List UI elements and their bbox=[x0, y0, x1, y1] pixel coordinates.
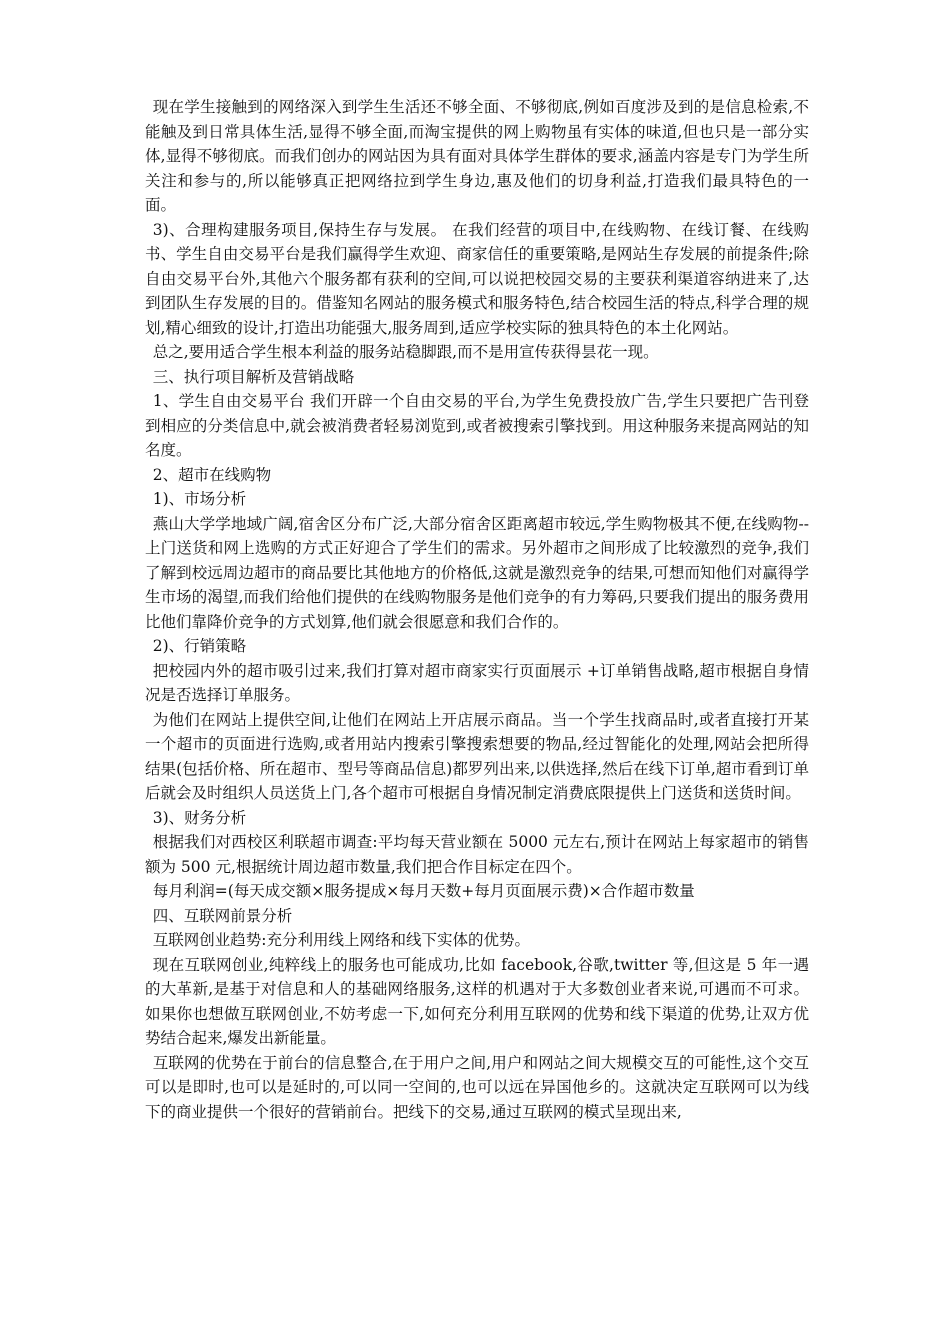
paragraph-attract-supermarkets: 把校园内外的超市吸引过来,我们打算对超市商家实行页面展示 +订单销售战略,超市根据自身情况是否选择订单服务。 bbox=[145, 661, 809, 704]
document-body bbox=[145, 95, 809, 1124]
paragraph-startup-trend: 互联网创业趋势:充分利用线上网络和线下实体的优势。 bbox=[152, 931, 530, 949]
paragraph-online-store-space: 为他们在网站上提供空间,让他们在网站上开店展示商品。当一个学生找商品时,或者直接打开某一个超市的页面进行选购,或者用站内搜索引擎搜索想要的物品,经过智能化的处理,网站会把所得结果(包括价格、所在超市、型号等商品信息)都罗列出来,以供选择,然后在线下订单,超市看到订单后就会及时组织人员送货上门,各个超市可根据自身情况制定消费底限提供上门送货和送货时间。 bbox=[145, 710, 809, 802]
section-heading-execution: 三、执行项目解析及营销战略 bbox=[152, 367, 355, 386]
paragraph-internet-advantages: 互联网的优势在于前台的信息整合,在于用户之间,用户和网站之间大规模交互的可能性,这个交互可以是即时,也可以是延时的,可以同一空间的,也可以远在异国他乡的。这就决定互联网可以为线下的商业提供一个很好的营销前台。把线下的交易,通过互联网的模式呈现出来, bbox=[145, 1053, 809, 1121]
subheading-supermarket-shopping: 2、超市在线购物 bbox=[152, 465, 272, 484]
paragraph-internet-startup: 现在互联网创业,纯粹线上的服务也可能成功,比如 facebook,谷歌,twitter 等,但这是 5 年一遇的大革新,是基于对信息和人的基础网络服务,这样的机遇对于大多数创业者来说,可遇而不可求。如果你也想做互联网创业,不妨考虑一下,如何充分利用互联网的优势和线下渠道的优势,让双方优势结合起来,爆发出新能量。 bbox=[145, 955, 809, 1047]
paragraph-service-projects: 3)、合理构建服务项目,保持生存与发展。 在我们经营的项目中,在线购物、在线订餐、在线购书、学生自由交易平台是我们赢得学生欢迎、商家信任的重要策略,是网站生存发展的前提条件;除自由交易平台外,其他六个服务都有获利的空间,可以说把校园交易的主要获利渠道容纳进来了,达到团队生存发展的目的。借鉴知名网站的服务模式和服务特色,结合校园生活的特点,科学合理的规划,精心细致的设计,打造出功能强大,服务周到,适应学校实际的独具特色的本土化网站。 bbox=[145, 220, 809, 337]
paragraph-free-trade-platform: 1、学生自由交易平台 我们开辟一个自由交易的平台,为学生免费投放广告,学生只要把广告刊登到相应的分类信息中,就会被消费者轻易浏览到,或者被搜索引擎找到。用这种服务来提高网站的知名度。 bbox=[145, 392, 809, 459]
paragraph-profit-formula: 每月利润=(每天成交额×服务提成×每月天数+每月页面展示费)×合作超市数量 bbox=[152, 882, 695, 900]
paragraph-network-coverage: 现在学生接触到的网络深入到学生生活还不够全面、不够彻底,例如百度涉及到的是信息检索,不能触及到日常具体生活,显得不够全面,而淘宝提供的网上购物虽有实体的味道,但也只是一部分实体,显得不够彻底。而我们创办的网站因为具有面对具体学生群体的要求,涵盖内容是专门为学生所关注和参与的,所以能够真正把网络拉到学生身边,惠及他们的切身利益,打造我们最具特色的一面。 bbox=[145, 98, 809, 214]
paragraph-summary: 总之,要用适合学生根本利益的服务站稳脚跟,而不是用宣传获得昙花一现。 bbox=[152, 343, 659, 361]
paragraph-market-analysis: 燕山大学学地域广阔,宿舍区分布广泛,大部分宿舍区距离超市较远,学生购物极其不便,在线购物--上门送货和网上选购的方式正好迎合了学生们的需求。另外超市之间形成了比较激烈的竞争,我们了解到校远周边超市的商品要比其他地方的价格低,这就是激烈竞争的结果,可想而知他们对赢得学生市场的渴望,而我们给他们提供的在线购物服务是他们竞争的有力筹码,只要我们提出的服务费用比他们靠降价竞争的方式划算,他们就会很愿意和我们合作的。 bbox=[145, 514, 809, 631]
section-heading-internet-outlook: 四、互联网前景分析 bbox=[152, 906, 293, 925]
subheading-market-analysis: 1)、市场分析 bbox=[152, 490, 247, 508]
subheading-financial-analysis: 3)、财务分析 bbox=[152, 808, 247, 827]
paragraph-survey-results: 根据我们对西校区利联超市调查:平均每天营业额在 5000 元左右,预计在网站上每家超市的销售额为 500 元,根据统计周边超市数量,我们把合作目标定在四个。 bbox=[145, 833, 809, 876]
subheading-marketing-strategy: 2)、行销策略 bbox=[152, 637, 247, 655]
